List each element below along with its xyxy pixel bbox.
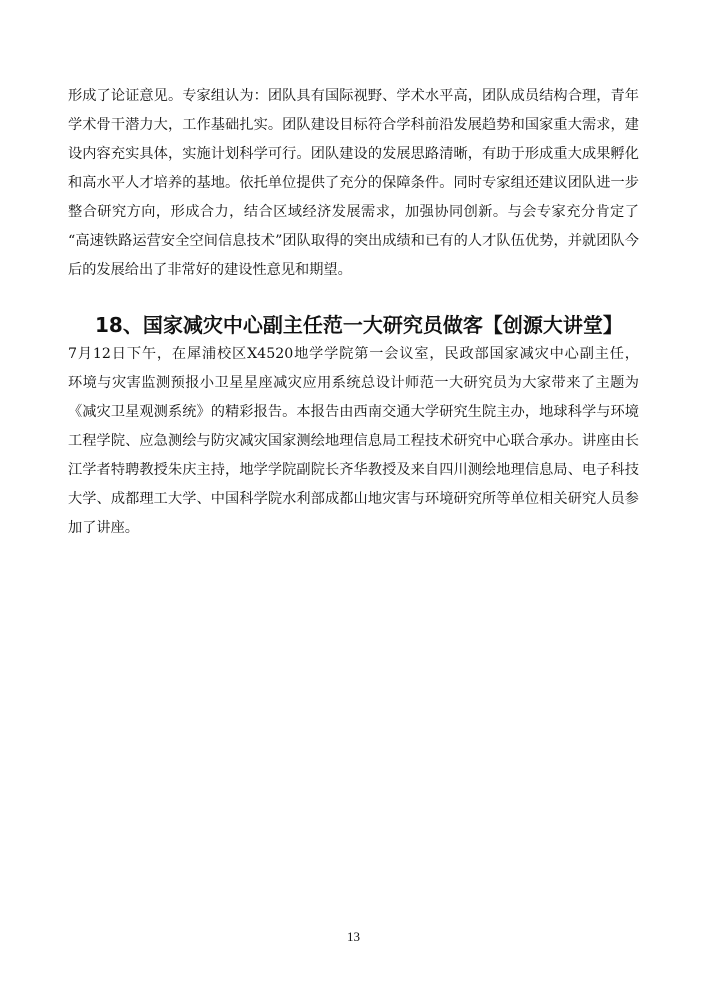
paragraph-line: 江学者特聘教授朱庆主持，地学学院副院长齐华教授及来自四川测绘地理信息局、电子科技	[68, 462, 639, 478]
paragraph-line: 环境与灾害监测预报小卫星星座减灾应用系统总设计师范一大研究员为大家带来了主题为	[68, 375, 639, 391]
paragraph-line: 大学、成都理工大学、中国科学院水利部成都山地灾害与环境研究所等单位相关研究人员参	[68, 491, 639, 507]
paragraph-line: 加了讲座。	[68, 520, 139, 536]
page-number: 13	[347, 929, 360, 944]
paragraph-line: 《减灾卫星观测系统》的精彩报告。本报告由西南交通大学研究生院主办，地球科学与环境	[68, 404, 639, 420]
paragraph-line: “高速铁路运营安全空间信息技术”团队取得的突出成绩和已有的人才队伍优势，并就团队今	[68, 233, 639, 249]
paragraph-line: 学术骨干潜力大，工作基础扎实。团队建设目标符合学科前沿发展趋势和国家重大需求，建	[68, 117, 639, 133]
paragraph-line: 设内容充实具体，实施计划科学可行。团队建设的发展思路清晰，有助于形成重大成果孵化	[68, 146, 639, 162]
paragraph-line: 后的发展给出了非常好的建设性意见和期望。	[68, 262, 352, 278]
body-paragraph	[68, 340, 639, 543]
body-paragraph	[68, 82, 639, 285]
paragraph-line: 形成了论证意见。专家组认为：团队具有国际视野、学术水平高，团队成员结构合理，青年	[68, 88, 639, 104]
paragraph-line: 整合研究方向，形成合力，结合区域经济发展需求，加强协同创新。与会专家充分肯定了	[68, 204, 639, 220]
paragraph-line: 和高水平人才培养的基地。依托单位提供了充分的保障条件。同时专家组还建议团队进一步	[68, 175, 639, 191]
section-heading: 18、国家减灾中心副主任范一大研究员做客【创源大讲堂】	[95, 313, 623, 337]
paragraph-line: 工程学院、应急测绘与防灾减灾国家测绘地理信息局工程技术研究中心联合承办。讲座由长	[68, 433, 639, 449]
paragraph-line: 7月12日下午，在犀浦校区X4520地学学院第一会议室，民政部国家减灾中心副主任，	[68, 346, 639, 362]
